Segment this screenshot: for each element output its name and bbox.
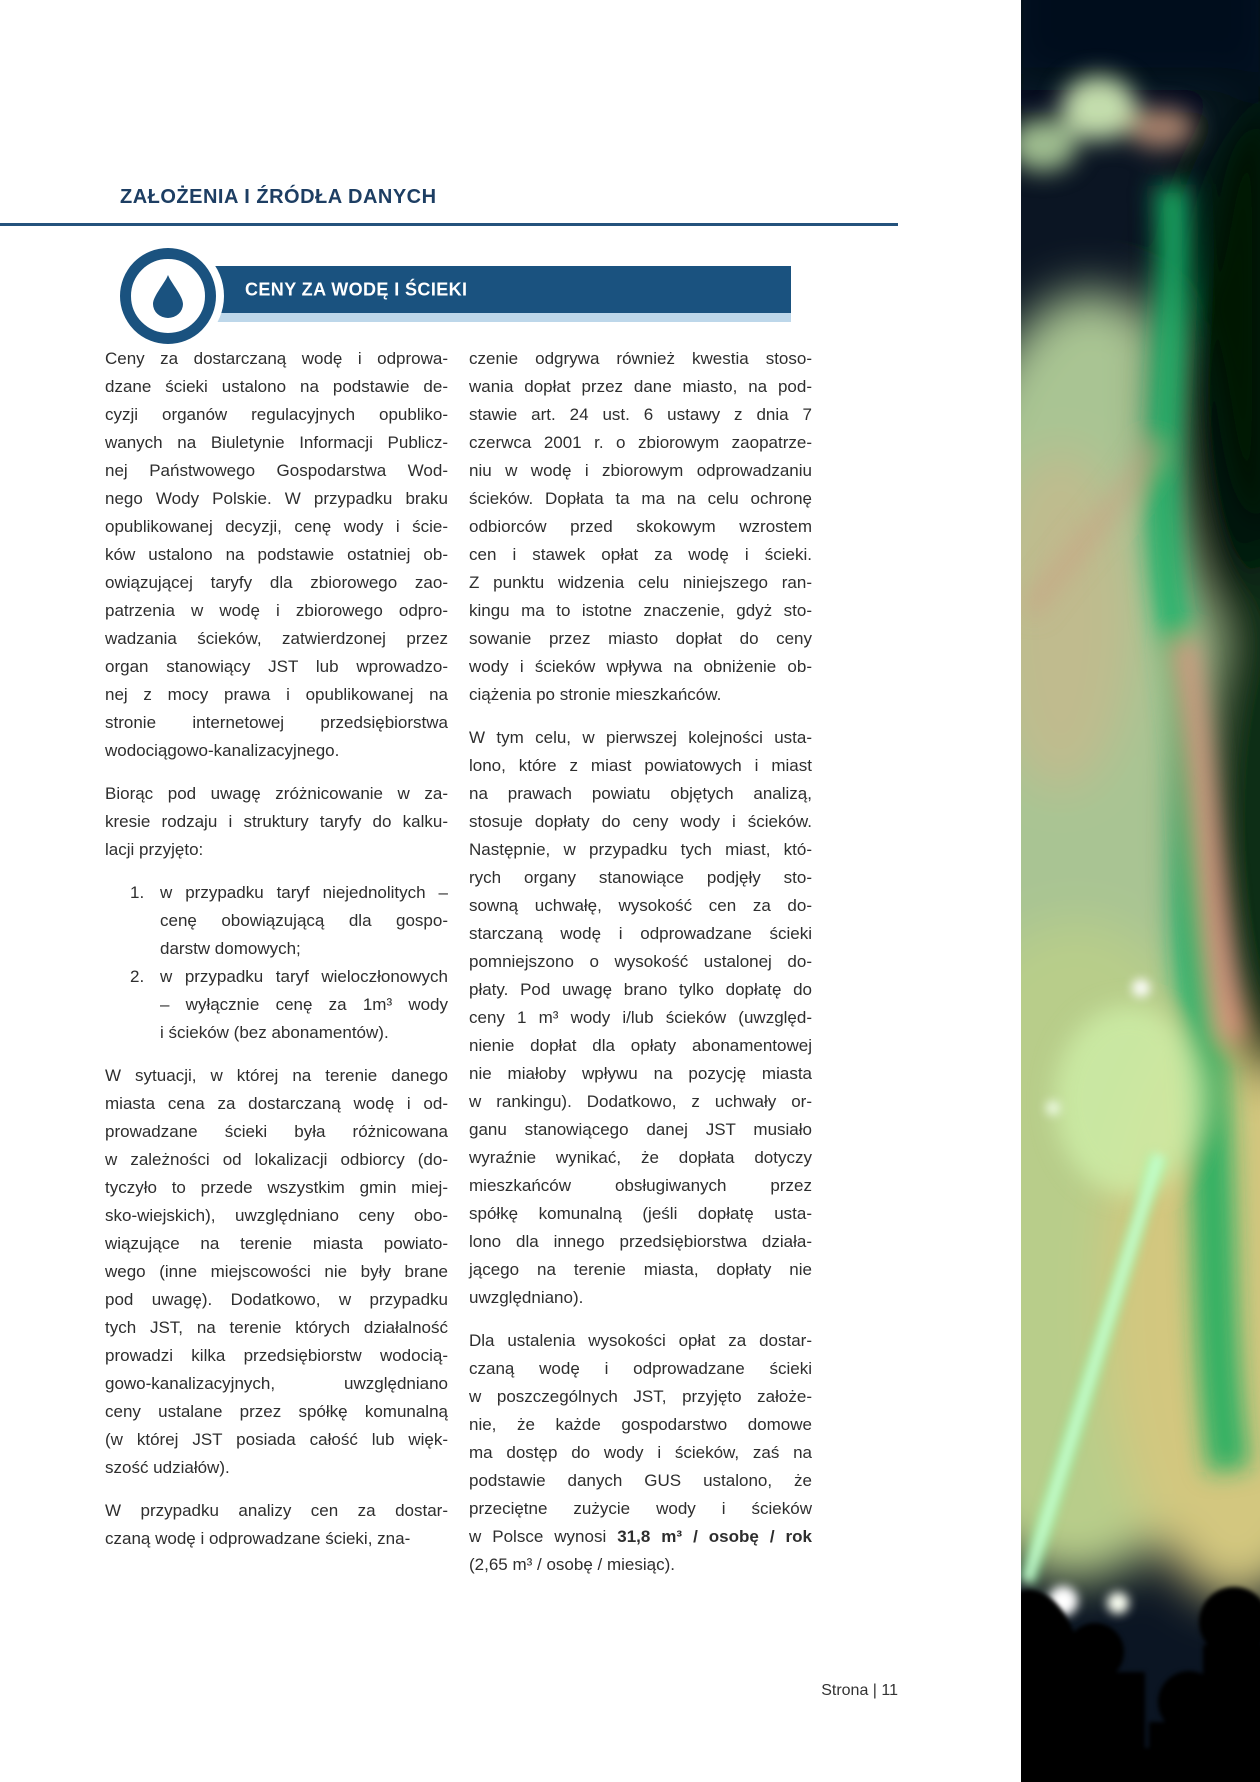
- text-line: ciążenia po stronie mieszkańców.: [469, 685, 722, 704]
- text-line: w przypadku taryf wieloczłonowych: [160, 967, 448, 986]
- text-line: cenę obowiązującą dla gospo-: [160, 911, 448, 930]
- text-line: tyczyło to przede wszystkim gmin miej-: [105, 1178, 448, 1197]
- text-line: sko-wiejskich), uwzględniano ceny obo-: [105, 1206, 448, 1225]
- text-line: czerwca 2001 r. o zbiorowym zaopatrze-: [469, 433, 812, 452]
- text-line: rych organy stanowiące podjęły sto-: [469, 868, 812, 887]
- text-line: lono dla innego przedsiębiorstwa działa-: [469, 1232, 812, 1251]
- text-line: lacji przyjęto:: [105, 840, 204, 859]
- text-line: wania dopłat przez dane miasto, na pod-: [469, 377, 812, 396]
- text-line: Z punktu widzenia celu niniejszego ran-: [469, 573, 812, 592]
- text-line: w poszczególnych JST, przyjęto założe-: [469, 1387, 812, 1406]
- text-line: uwzględniano).: [469, 1288, 584, 1307]
- text-line: jącego na terenie miasta, dopłaty nie: [469, 1260, 812, 1279]
- text-line: w zależności od lokalizacji odbiorcy (do-: [105, 1150, 448, 1169]
- fountain-show-illustration: [1021, 0, 1260, 1782]
- text-line: wadzania ścieków, zatwierdzonej przez: [105, 629, 448, 648]
- text-line: starczaną wodę i odprowadzane ścieki: [469, 924, 812, 943]
- text-line: czaną wodę i odprowadzane ścieki, zna-: [105, 1529, 411, 1548]
- text-line: kresie rodzaju i struktury taryfy do kalku-: [105, 812, 448, 831]
- text-line: prowadzane ścieki była różnicowana: [105, 1122, 448, 1141]
- text-line: wody i ścieków wpływa na obniżenie ob-: [469, 657, 812, 676]
- text-line: mieszkańców obsługiwanych przez: [469, 1176, 812, 1195]
- paragraph: [469, 724, 812, 1312]
- text-line: czenie odgrywa również kwestia stoso-: [469, 349, 812, 368]
- text-line: cen i stawek opłat za wodę i ścieki.: [469, 545, 812, 564]
- text-line: ścieków. Dopłata ta ma na celu ochronę: [469, 489, 812, 508]
- text-line: W sytuacji, w której na terenie danego: [105, 1066, 448, 1085]
- text-line: cyzji organów regulacyjnych opubliko-: [105, 405, 448, 424]
- text-line: sowanie przez miasto dopłat do ceny: [469, 629, 812, 648]
- text-line: stawie art. 24 ust. 6 ustawy z dnia 7: [469, 405, 812, 424]
- paragraph: [469, 1327, 812, 1579]
- text-line: ma dostęp do wody i ścieków, zaś na: [469, 1443, 812, 1462]
- text-line: spółkę komunalną (jeśli dopłatę usta-: [469, 1204, 812, 1223]
- text-line: Ceny za dostarczaną wodę i odprowa-: [105, 349, 448, 368]
- list-item: [130, 879, 448, 963]
- list-item-text: [160, 963, 448, 1047]
- fountain-show-photo: [1021, 0, 1260, 1782]
- text-line: nienie dopłat dla opłaty abonamentowej: [469, 1036, 812, 1055]
- text-line: stronie internetowej przedsiębiorstwa: [105, 713, 448, 732]
- text-line: Następnie, w przypadku tych miast, któ-: [469, 840, 812, 859]
- text-line: W tym celu, w pierwszej kolejności usta-: [469, 728, 812, 747]
- text-line: Biorąc pod uwagę zróżnicowanie w za-: [105, 784, 448, 803]
- text-line: wego (inne miejscowości nie były brane: [105, 1262, 448, 1281]
- paragraph: [105, 1497, 448, 1553]
- text-line: (2,65 m³ / osobę / miesiąc).: [469, 1555, 675, 1574]
- text-line: wanych na Biuletynie Informacji Publicz-: [105, 433, 448, 452]
- text-line: nej z mocy prawa i opublikowanej na: [105, 685, 448, 704]
- text-line: wyraźnie wynikać, że dopłata dotyczy: [469, 1148, 812, 1167]
- text-line: opublikowanej decyzji, cenę wody i ście-: [105, 517, 448, 536]
- text-line: owiązującej taryfy dla zbiorowego zao-: [105, 573, 448, 592]
- text-line: stosuje dopłaty do ceny wody i ścieków.: [469, 812, 812, 831]
- bold-text: 31,8 m³ / osobę / rok: [617, 1527, 812, 1546]
- text-line: pomniejszono o wysokość ustalonej do-: [469, 952, 812, 971]
- text-line: prowadzi kilka przedsiębiorstw wodocią-: [105, 1346, 448, 1365]
- list-item-text: [160, 879, 448, 963]
- text-line: na prawach powiatu objętych analizą,: [469, 784, 812, 803]
- text-line: szość udziałów).: [105, 1458, 230, 1477]
- text-line: i ścieków (bez abonamentów).: [160, 1023, 389, 1042]
- text-line: darstw domowych;: [160, 939, 301, 958]
- text-line: odbiorców przed skokowym wzrostem: [469, 517, 812, 536]
- text-line: (w której JST posiada całość lub więk-: [105, 1430, 448, 1449]
- water-drop-icon: [120, 248, 216, 344]
- text-line: pod uwagę). Dodatkowo, w przypadku: [105, 1290, 448, 1309]
- text-line: wodociągowo-kanalizacyjnego.: [105, 741, 340, 760]
- text-line: dzane ścieki ustalono na podstawie de-: [105, 377, 448, 396]
- text-line: nie, że każde gospodarstwo domowe: [469, 1415, 812, 1434]
- paragraph: [105, 345, 448, 765]
- text-column-left: [105, 345, 448, 1568]
- list-marker: 1.: [130, 883, 145, 902]
- text-line: W przypadku analizy cen za dostar-: [105, 1501, 448, 1520]
- text-column-right: [469, 345, 812, 1594]
- water-drop-glyph: [153, 274, 183, 318]
- text-line: tych JST, na terenie których działalność: [105, 1318, 448, 1337]
- paragraph: [105, 780, 448, 864]
- banner-title: CENY ZA WODĘ I ŚCIEKI: [245, 279, 468, 299]
- text-line: – wyłącznie cenę za 1m³ wody: [160, 995, 448, 1014]
- text-line: w przypadku taryf niejednolitych –: [160, 883, 448, 902]
- page-number: Strona | 11: [821, 1682, 898, 1699]
- text-line: ceny 1 m³ wody i/lub ścieków (uwzględ-: [469, 1008, 812, 1027]
- text-line: sowną uchwałę, wysokość cen za do-: [469, 896, 812, 915]
- text-line: gowo-kanalizacyjnych, uwzględniano: [105, 1374, 448, 1393]
- text-line: nie miałoby wpływu na pozycję miasta: [469, 1064, 812, 1083]
- text-line: płaty. Pod uwagę brano tylko dopłatę do: [469, 980, 812, 999]
- section-heading: ZAŁOŻENIA I ŹRÓDŁA DANYCH: [120, 186, 437, 208]
- text-line: organ stanowiący JST lub wprowadzo-: [105, 657, 448, 676]
- text-line: nej Państwowego Gospodarstwa Wod-: [105, 461, 448, 480]
- text-line: w rankingu). Dodatkowo, z uchwały or-: [469, 1092, 812, 1111]
- text-line: w Polsce wynosi 31,8 m³ / osobę / rok: [469, 1527, 812, 1546]
- list-marker: 2.: [130, 967, 145, 986]
- text-line: miasta cena za dostarczaną wodę i od-: [105, 1094, 448, 1113]
- text-line: patrzenia w wodę i zbiorowego odpro-: [105, 601, 448, 620]
- header-rule: [0, 223, 898, 226]
- text-line: podstawie danych GUS ustalono, że: [469, 1471, 812, 1490]
- paragraph: [469, 345, 812, 709]
- text-line: ganu stanowiącego danej JST musiało: [469, 1120, 812, 1139]
- text-line: kingu ma to istotne znaczenie, gdyż sto-: [469, 601, 812, 620]
- text-line: czaną wodę i odprowadzane ścieki: [469, 1359, 812, 1378]
- paragraph: [105, 1062, 448, 1482]
- numbered-list: [105, 879, 448, 1047]
- text-line: lono, które z miast powiatowych i miast: [469, 756, 812, 775]
- list-item: [130, 963, 448, 1047]
- text-line: ceny ustalane przez spółkę komunalną: [105, 1402, 448, 1421]
- chapter-banner: [160, 266, 791, 322]
- text-line: przeciętne zużycie wody i ścieków: [469, 1499, 812, 1518]
- text-line: ków ustalono na podstawie ostatniej ob-: [105, 545, 448, 564]
- text-line: niu w wodę i zbiorowym odprowadzaniu: [469, 461, 812, 480]
- text-line: Dla ustalenia wysokości opłat za dostar-: [469, 1331, 812, 1350]
- text-line: nego Wody Polskie. W przypadku braku: [105, 489, 448, 508]
- text-line: wiązujące na terenie miasta powiato-: [105, 1234, 448, 1253]
